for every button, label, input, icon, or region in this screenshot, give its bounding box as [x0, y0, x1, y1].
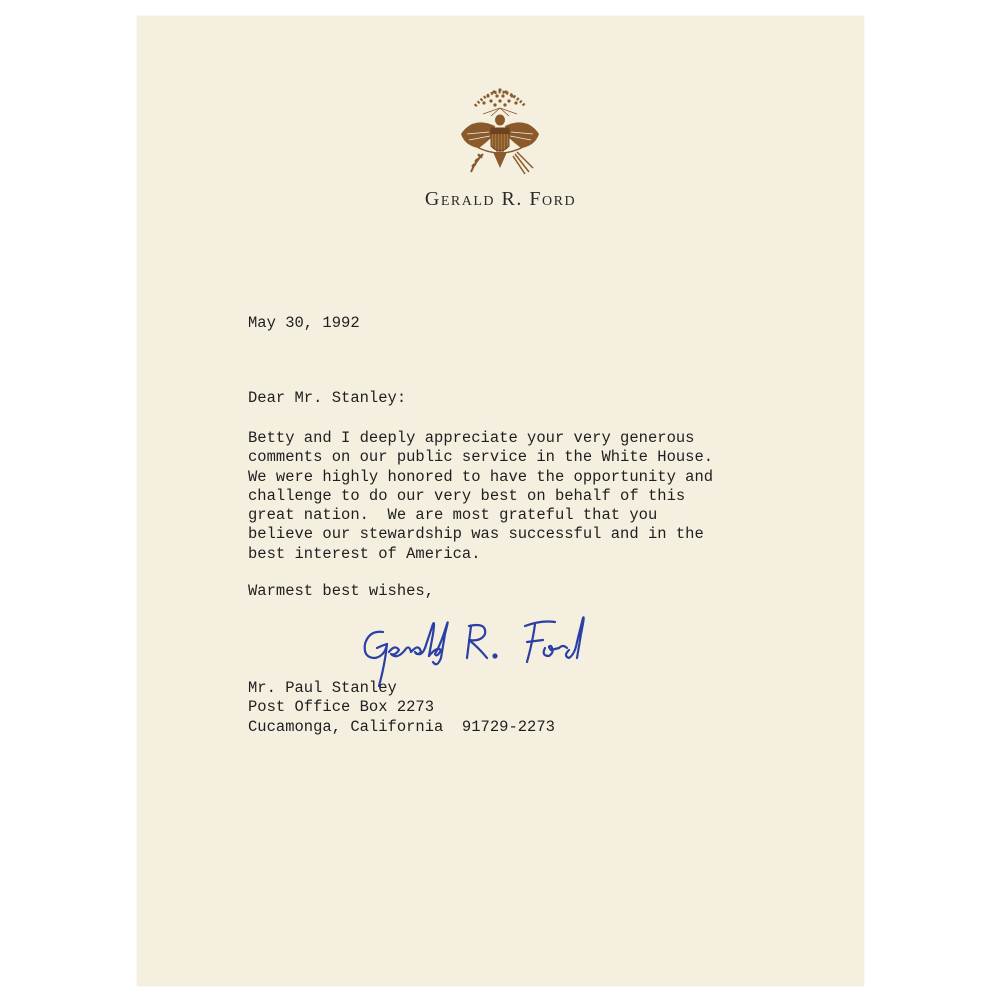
closing: Warmest best wishes, [248, 582, 435, 600]
letter-body [248, 429, 713, 564]
body-line: We were highly honored to have the opportunity and [248, 467, 714, 486]
body-line: Betty and I deeply appreciate your very generous [248, 429, 695, 447]
recipient-name: Mr. Paul Stanley [248, 679, 397, 697]
letter-paper [137, 16, 864, 986]
body-line: comments on our public service in the White House. [248, 448, 714, 467]
body-line: great nation. We are most grateful that you [248, 506, 658, 525]
body-line: believe our stewardship was successful and in the [248, 525, 704, 544]
salutation: Dear Mr. Stanley: [248, 389, 407, 407]
recipient-street: Post Office Box 2273 [248, 698, 435, 717]
body-line: best interest of America. [248, 544, 481, 563]
presidential-seal-icon [453, 76, 547, 182]
body-line: challenge to do our very best on behalf of this [248, 486, 686, 505]
letter-date: May 30, 1992 [248, 314, 360, 332]
recipient-address [248, 679, 555, 737]
recipient-city-line: Cucamonga, California 91729-2273 [248, 717, 555, 736]
letterhead-name: Gerald R. Ford [424, 188, 577, 210]
